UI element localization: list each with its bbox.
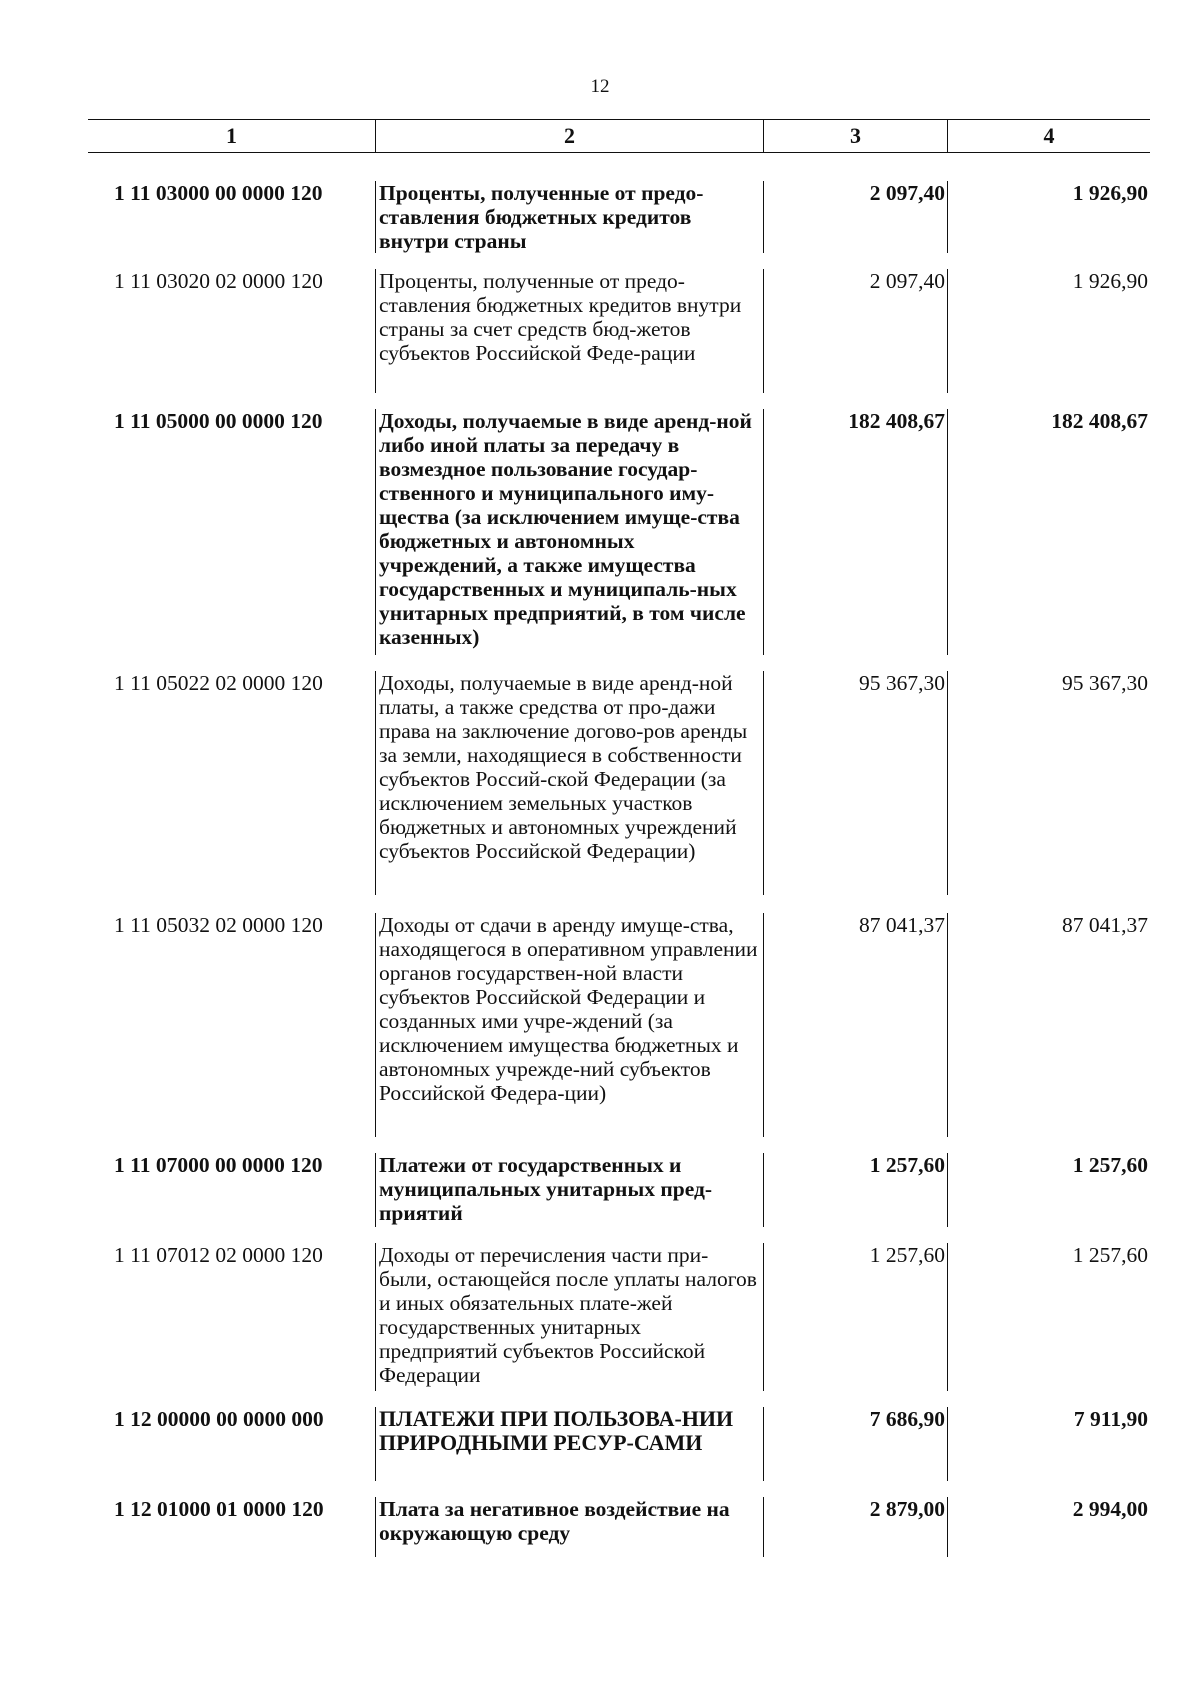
row-value-3: 182 408,67 xyxy=(763,409,947,655)
row-code: 1 11 05000 00 0000 120 xyxy=(114,409,323,433)
header-col-1: 1 xyxy=(226,123,237,148)
row-name xyxy=(375,409,763,655)
row-value-3: 2 879,00 xyxy=(763,1497,947,1557)
row-value-3: 1 257,60 xyxy=(763,1153,947,1227)
table-row xyxy=(88,671,1150,895)
row-value-4: 1 926,90 xyxy=(947,181,1150,253)
row-code: 1 11 05032 02 0000 120 xyxy=(114,913,323,937)
row-code: 1 11 03020 02 0000 120 xyxy=(114,269,323,293)
row-value-3: 87 041,37 xyxy=(763,913,947,1137)
row-name xyxy=(375,1497,763,1557)
row-value-4: 1 257,60 xyxy=(947,1243,1150,1391)
row-name xyxy=(375,181,763,253)
header-col-2: 2 xyxy=(375,120,763,152)
row-name-text: Платежи от государственных и муниципальных унитарных пред-приятий xyxy=(379,1153,712,1225)
row-code: 1 11 03000 00 0000 120 xyxy=(114,181,323,205)
row-name xyxy=(375,1243,763,1391)
row-name xyxy=(375,269,763,393)
header-col-4: 4 xyxy=(947,120,1150,152)
header-col-3: 3 xyxy=(763,120,947,152)
row-name xyxy=(375,671,763,895)
row-code: 1 12 01000 01 0000 120 xyxy=(114,1497,324,1521)
row-value-3: 2 097,40 xyxy=(763,269,947,393)
table-row xyxy=(88,1497,1150,1557)
row-name-text: Доходы, получаемые в виде аренд-ной либо иной платы за передачу в возмездное пользование государ-ственного и муниципального иму-щества (за исключением имуще-ства бюджетных и автономных учреждений, а также имущества государственных и муниципаль-ных унитарных предприятий, в том числе казенных) xyxy=(379,409,752,649)
table-row xyxy=(88,269,1150,393)
table-row xyxy=(88,1243,1150,1391)
row-value-4: 1 926,90 xyxy=(947,269,1150,393)
table-row xyxy=(88,1407,1150,1481)
row-name xyxy=(375,913,763,1137)
row-name-text: Доходы, получаемые в виде аренд-ной платы, а также средства от про-дажи права на заключение догово-ров аренды за земли, находящиеся в собственности субъектов Россий-ской Федерации (за исключением земельных участков бюджетных и автономных учреждений субъектов Российской Федерации) xyxy=(379,671,748,863)
revenue-table xyxy=(88,119,1150,1557)
row-name xyxy=(375,1407,763,1481)
row-value-3: 2 097,40 xyxy=(763,181,947,253)
row-value-3: 1 257,60 xyxy=(763,1243,947,1391)
row-name-text: ПЛАТЕЖИ ПРИ ПОЛЬЗОВА-НИИ ПРИРОДНЫМИ РЕСУР-САМИ xyxy=(379,1406,734,1455)
row-value-4: 2 994,00 xyxy=(947,1497,1150,1557)
row-value-4: 95 367,30 xyxy=(947,671,1150,895)
row-value-4: 87 041,37 xyxy=(947,913,1150,1137)
row-code: 1 11 05022 02 0000 120 xyxy=(114,671,323,695)
table-row xyxy=(88,1153,1150,1227)
row-code: 1 11 07012 02 0000 120 xyxy=(114,1243,323,1267)
row-code: 1 12 00000 00 0000 000 xyxy=(114,1407,324,1431)
row-value-3: 7 686,90 xyxy=(763,1407,947,1481)
table-row xyxy=(88,181,1150,253)
page-number: 12 xyxy=(590,76,610,97)
row-name-text: Плата за негативное воздействие на окружающую среду xyxy=(379,1497,730,1545)
table-body xyxy=(88,181,1150,1557)
row-name-text: Проценты, полученные от предо-ставления бюджетных кредитов внутри страны xyxy=(379,181,704,253)
table-header xyxy=(88,119,1150,153)
row-code: 1 11 07000 00 0000 120 xyxy=(114,1153,323,1177)
row-value-4: 1 257,60 xyxy=(947,1153,1150,1227)
table-row xyxy=(88,409,1150,655)
row-name-text: Проценты, полученные от предо-ставления бюджетных кредитов внутри страны за счет средств бюд-жетов субъектов Российской Феде-рации xyxy=(379,269,742,365)
row-name-text: Доходы от сдачи в аренду имуще-ства, находящегося в оперативном управлении органов государствен-ной власти субъектов Российской Федерации и созданных ими учре-ждений (за исключением имущества бюджетных и автономных учрежде-ний субъектов Российской Федера-ции) xyxy=(379,913,758,1105)
row-value-4: 7 911,90 xyxy=(947,1407,1150,1481)
row-name xyxy=(375,1153,763,1227)
row-value-3: 95 367,30 xyxy=(763,671,947,895)
table-row xyxy=(88,913,1150,1137)
row-name-text: Доходы от перечисления части при-были, остающейся после уплаты налогов и иных обязательных плате-жей государственных унитарных предприятий субъектов Российской Федерации xyxy=(379,1243,757,1387)
row-value-4: 182 408,67 xyxy=(947,409,1150,655)
